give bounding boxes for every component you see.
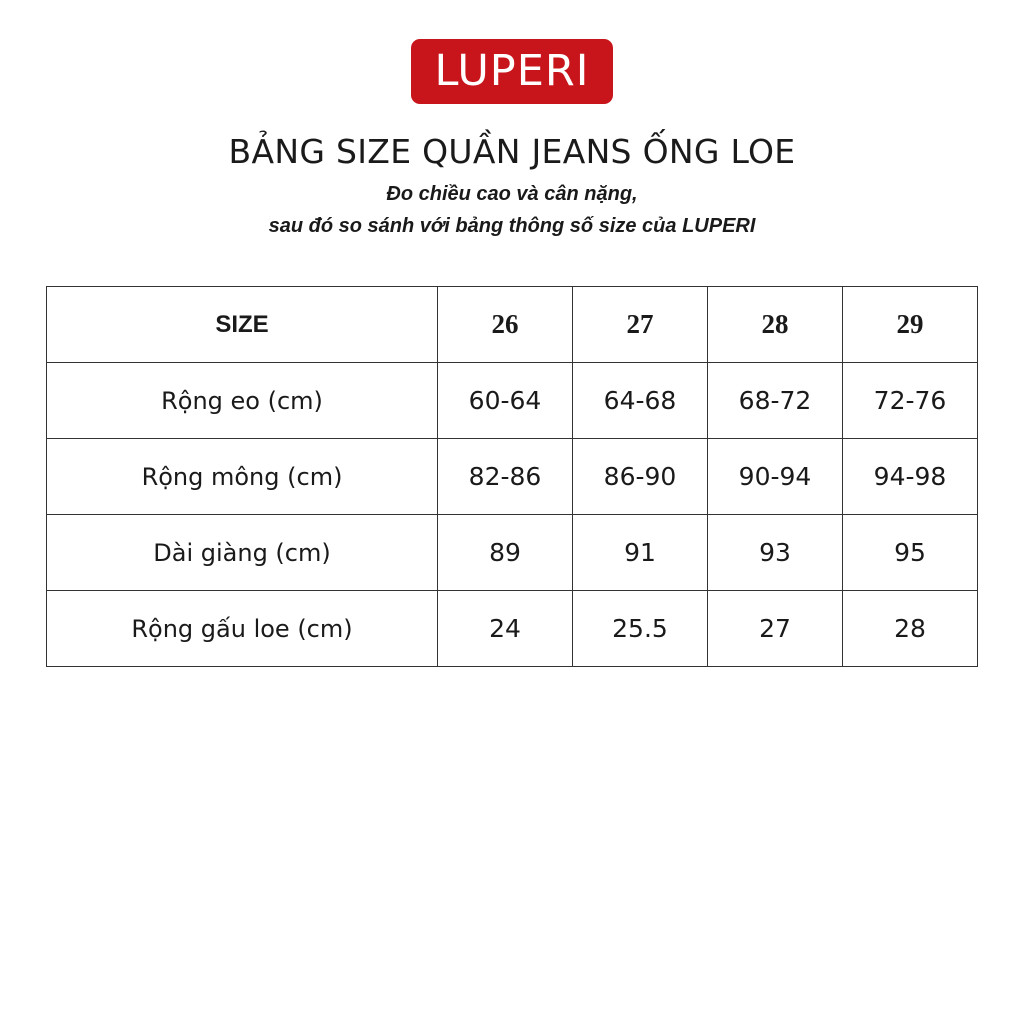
- size-chart-table: [46, 286, 978, 667]
- table-cell: 94-98: [843, 439, 978, 515]
- subtitle-line-1: Đo chiều cao và cân nặng,: [386, 183, 638, 205]
- table-cell: 82-86: [438, 439, 573, 515]
- table-cell: 72-76: [843, 363, 978, 439]
- table-row: [47, 591, 978, 667]
- table-cell: 64-68: [573, 363, 708, 439]
- table-cell: 93: [708, 515, 843, 591]
- table-cell: 68-72: [708, 363, 843, 439]
- header-size-27: 27: [573, 287, 708, 363]
- table-header-row: [47, 287, 978, 363]
- header-size-29: 29: [843, 287, 978, 363]
- table-cell: 27: [708, 591, 843, 667]
- row-label-flare-hem: Rộng gấu loe (cm): [47, 591, 438, 667]
- table-cell: 28: [843, 591, 978, 667]
- row-label-inseam: Dài giàng (cm): [47, 515, 438, 591]
- table-row: [47, 439, 978, 515]
- header-size-26: 26: [438, 287, 573, 363]
- brand-logo-text: LUPERI: [434, 46, 590, 96]
- table-cell: 90-94: [708, 439, 843, 515]
- table-cell: 25.5: [573, 591, 708, 667]
- table-cell: 91: [573, 515, 708, 591]
- table-cell: 89: [438, 515, 573, 591]
- table-cell: 24: [438, 591, 573, 667]
- row-label-hip: Rộng mông (cm): [47, 439, 438, 515]
- subtitle-line-2: sau đó so sánh với bảng thông số size của LUPERI: [268, 215, 756, 237]
- table-cell: 95: [843, 515, 978, 591]
- page-title: BẢNG SIZE QUẦN JEANS ỐNG LOE: [228, 132, 796, 171]
- header-size-28: 28: [708, 287, 843, 363]
- brand-logo: [411, 39, 613, 104]
- table-row: [47, 515, 978, 591]
- row-label-waist: Rộng eo (cm): [47, 363, 438, 439]
- header-size-label: SIZE: [47, 287, 438, 363]
- table-row: [47, 363, 978, 439]
- table-cell: 60-64: [438, 363, 573, 439]
- table-cell: 86-90: [573, 439, 708, 515]
